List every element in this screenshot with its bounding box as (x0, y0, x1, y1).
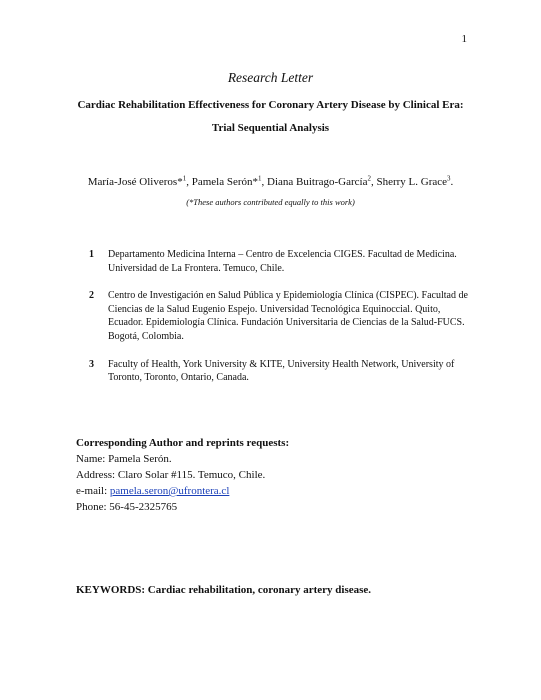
corresponding-heading: Corresponding Author and reprints requests: (76, 437, 290, 449)
affiliation-text: Faculty of Health, York University & KITE, University Health Network, University of Toronto, Toronto, Ontario, Canada. (108, 358, 455, 384)
author-list (0, 176, 541, 188)
author-note: (*These authors contributed equally to this work) (186, 197, 355, 207)
affiliation-list (89, 248, 469, 399)
corresponding-author-block (76, 435, 476, 515)
corresponding-email-line: e-mail: pamela.seron@ufrontera.cl (76, 485, 230, 497)
keywords: KEYWORDS: Cardiac rehabilitation, coronary artery disease. (76, 584, 372, 596)
affiliation-item (89, 358, 469, 385)
author: María-José Oliveros*$^1$, (87, 174, 192, 188)
author: Diana Buitrago-García$^2$, (267, 174, 377, 188)
affiliation-text: Centro de Investigación en Salud Pública y Epidemiología Clínica (CISPEC). Facultad de Ciencias de la Salud Eugenio Espejo. Universidad Tecnológica Equinoccial. Quito, Ecuador. Epidemiología Clínica. Fundación Universitaria de Ciencias de la Salud-FUCS. Bogotá, Colombia. (108, 290, 468, 342)
affiliation-item (89, 248, 469, 275)
affiliation-item (89, 289, 469, 343)
page-number: 1 (461, 33, 467, 45)
article-type: Research Letter (227, 70, 314, 85)
author: Sherry L. Grace$^3$. (376, 174, 454, 188)
corresponding-address: Address: Claro Solar #115. Temuco, Chile. (76, 469, 266, 481)
affiliation-number: 2 (89, 290, 94, 302)
email-link[interactable]: pamela.seron@ufrontera.cl (109, 485, 230, 497)
affiliation-text: Departamento Medicina Interna – Centro de Excelencia CIGES. Facultad de Medicina. Universidad de La Frontera. Temuco, Chile. (108, 249, 457, 274)
author: Pamela Serón*$^1$, (191, 174, 267, 188)
title-line-2: Trial Sequential Analysis (211, 122, 330, 134)
corresponding-phone: Phone: 56-45-2325765 (76, 501, 178, 513)
affiliation-number: 1 (89, 249, 94, 260)
affiliation-number: 3 (89, 358, 94, 370)
title-line-1: Cardiac Rehabilitation Effectiveness for Coronary Artery Disease by Clinical Era: (77, 99, 464, 111)
corresponding-name: Name: Pamela Serón. (76, 453, 172, 465)
